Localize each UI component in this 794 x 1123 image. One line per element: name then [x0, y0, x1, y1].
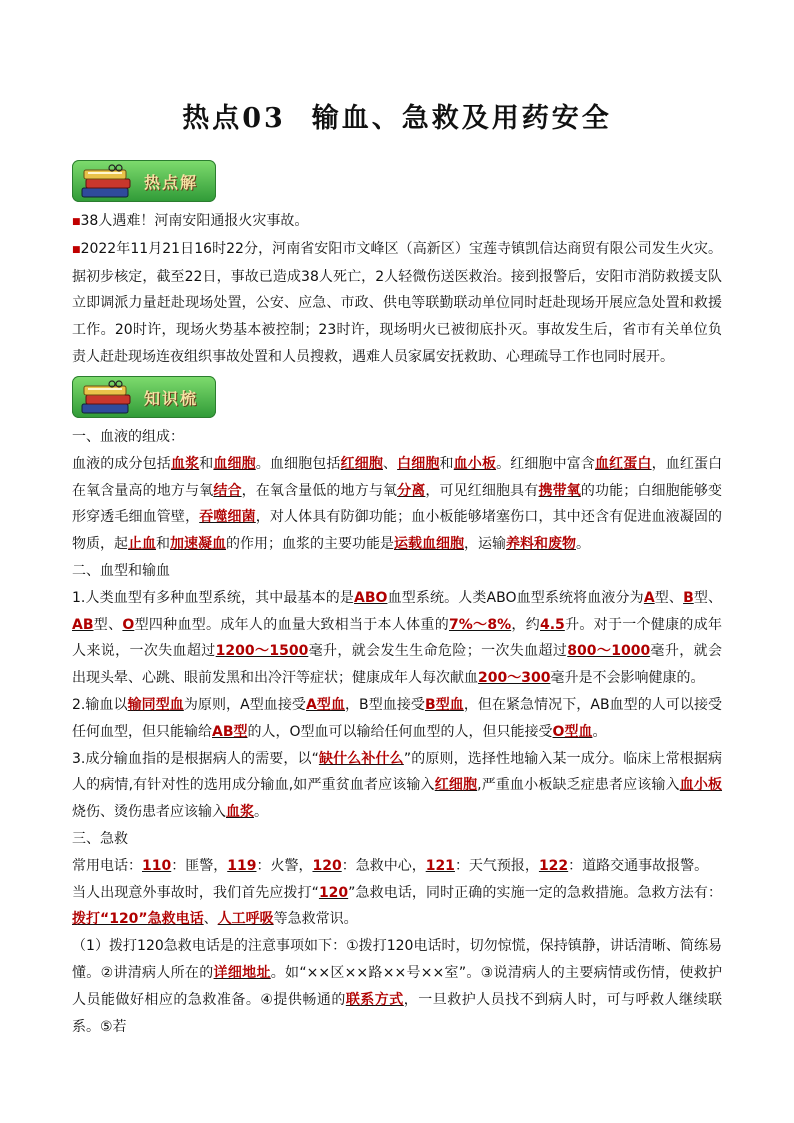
component-transfusion-paragraph: 3.成分输血指的是根据病人的需要，以“缺什么补什么”的原则，选择性地输入某一成分。临床上常根据病人的病情,有针对性的选用成分输血,如严重贫血者应该输入红细胞,严重血小板缺乏症患者应该输入血小板烧伤、烫伤患者应该输入血浆。	[72, 750, 723, 821]
books-icon	[76, 378, 140, 418]
news-section	[72, 208, 722, 371]
transfusion-principle-paragraph: 2.输血以输同型血为原则，A型血接受A型血，B型血接受B型血，但在紧急情况下，AB血型的人可以接受任何血型，但只能输给AB型的人，O型血可以输给任何血型的人，但只能接受O型血。	[72, 696, 723, 740]
section-banner-knowledge	[72, 376, 216, 418]
section-heading: 三、急救	[72, 830, 128, 847]
call-120-notes-paragraph: （1）拨打120急救电话是的注意事项如下：①拨打120电话时，切勿惊慌，保持镇静，讲话清晰、简练易懂。②讲清病人所在的详细地址。如“××区××路××号××室”。③说清病人的主要病情或伤情，使救护人员能做好相应的急救准备。④提供畅通的联系方式，一旦救护人员找不到病人时，可与呼救人继续联系。⑤若	[72, 938, 723, 1035]
knowledge-section	[72, 424, 722, 1040]
emergency-numbers-paragraph: 常用电话：110：匪警，119：火警，120：急救中心，121：天气预报，122：道路交通事故报警。	[72, 857, 709, 874]
news-line-1: ■38人遇难！河南安阳通报火灾事故。	[72, 213, 309, 229]
page-title: 热点03 输血、急救及用药安全	[182, 103, 612, 134]
section-heading: 一、血液的组成：	[72, 429, 184, 445]
section-heading: 二、血型和输血	[72, 562, 170, 579]
news-line-2: ■2022年11月21日16时22分，河南省安阳市文峰区（高新区）宝莲寺镇凯信达商贸有限公司发生火灾。据初步核定，截至22日，事故已造成38人死亡，2人轻微伤送医救治。接到报警后，安阳市消防救援支队立即调派力量赶赴现场处置，公安、应急、市政、供电等联勤联动单位同时赶赴现场开展应急处置和救援工作。20时许，现场火势基本被控制；23时许，现场明火已被彻底扑灭。事故发生后，省市有关单位负责人赶赴现场连夜组织事故处置和人员搜救，遇难人员家属安抚救助、心理疏导工作也同时展开。	[72, 240, 722, 365]
books-icon	[76, 162, 140, 202]
blood-type-paragraph: 1.人类血型有多种血型系统，其中最基本的是ABO血型系统。人类ABO血型系统将血液分为A型、B型、AB型、O型四种血型。成年人的血量大致相当于本人体重的7%～8%，约4.5升。对于一个健康的成年人来说，一次失血超过1200～1500毫升，就会发生生命危险；一次失血超过800～1000毫升，就会出现头晕、心跳、眼前发黑和出冷汗等症状；健康成年人每次献血200～300毫升是不会影响健康的。	[72, 589, 723, 687]
blood-composition-paragraph: 血液的成分包括血浆和血细胞。血细胞包括红细胞、白细胞和血小板。红细胞中富含血红蛋白，血红蛋白在氧含量高的地方与氧结合，在氧含量低的地方与氧分离，可见红细胞具有携带氧的功能；白细胞能够变形穿透毛细血管壁，吞噬细菌，对人体具有防御功能；血小板能够堵塞伤口，其中还含有促进血液凝固的物质，起止血和加速凝血的作用；血浆的主要功能是运载血细胞，运输养料和废物。	[72, 455, 723, 553]
first-aid-paragraph: 当人出现意外事故时，我们首先应拨打“120”急救电话，同时正确的实施一定的急救措施。急救方法有：拨打“120”急救电话、人工呼吸等急救常识。	[72, 884, 722, 928]
banner-label: 知识梳	[144, 389, 199, 408]
banner-label: 热点解	[144, 173, 199, 192]
section-banner-hotspot	[72, 160, 216, 202]
